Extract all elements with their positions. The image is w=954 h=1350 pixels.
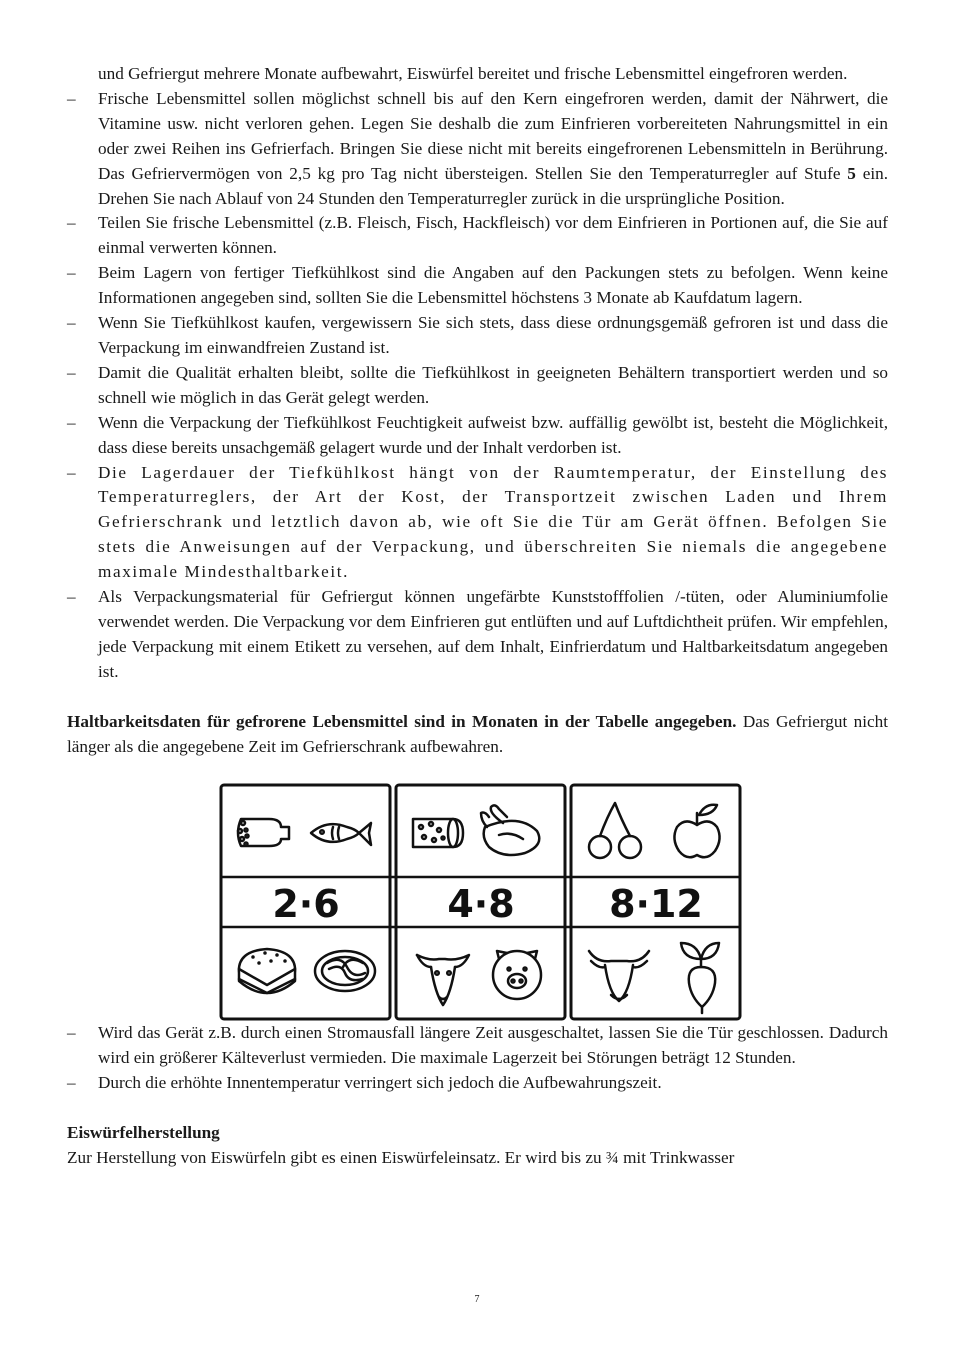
cake-icon	[239, 949, 295, 993]
list-item: – Beim Lagern von fertiger Tiefkühlkost sind die Angaben auf den Packungen stets zu befolgen. Wenn keine Informationen angegeben sind, sollten Sie die Lebensmittel höchstens 3 Monate ab Kaufdatum lagern.	[67, 261, 888, 311]
power-outage-list	[67, 1021, 888, 1096]
freezing-tips-list	[67, 87, 888, 685]
months-value-2: 4·8	[447, 882, 515, 927]
cherries-icon	[589, 803, 641, 858]
pig-icon	[493, 951, 541, 999]
list-item: – Damit die Qualität erhalten bleibt, sollte die Tiefkühlkost in geeigneten Behältern transportiert werden und so schnell wie möglich in das Gerät gelegt werden.	[67, 361, 888, 411]
list-item	[67, 87, 888, 212]
fish-icon	[311, 823, 371, 845]
storage-intro	[67, 710, 888, 760]
salami-icon	[238, 819, 289, 846]
apple-icon	[674, 805, 719, 858]
pretzel-icon	[315, 951, 375, 991]
months-value-3: 8·12	[609, 882, 703, 927]
list-item: – Als Verpackungsmaterial für Gefriergut können ungefärbte Kunststofffolien /-tüten, oder Aluminiumfolie verwendet werden. Die Verpackung vor dem Einfrieren gut entlüften und auf Luftdichtheit prüfen. Wir empfehlen, jede Verpackung mit einem Etikett zu versehen, auf dem Inhalt, Einfrierdatum und Haltbarkeitsdatum angegeben ist.	[67, 585, 888, 685]
cow-icon	[589, 951, 649, 1001]
storage-intro-rest: Das Gefriergut nicht länger als die angegebene Zeit im Gefrierschrank aufbewahren.	[67, 711, 888, 756]
list-item: – Teilen Sie frische Lebensmittel (z.B. Fleisch, Fisch, Hackfleisch) vor dem Einfrieren in Portionen auf, die Sie auf einmal verwerten können.	[67, 211, 888, 261]
list-item: – Die Lagerdauer der Tiefkühlkost hängt von der Raumtemperatur, der Einstellung des Temperaturreglers, der Art der Kost, der Transportzeit zwischen Laden und Ihrem Gefrierschrank und letztlich davon ab, wie oft Sie die Tür am Gerät öffnen. Befolgen Sie stets die Anweisungen auf der Verpackung, und überschreiten Sie niemals die angegebene maximale Mindesthaltbarkeit.	[67, 461, 888, 586]
list-item: – Wenn Sie Tiefkühlkost kaufen, vergewissern Sie sich stets, dass diese ordnungsgemäß gefroren ist und dass die Verpackung im einwandfreien Zustand ist.	[67, 311, 888, 361]
continuation-paragraph: und Gefriergut mehrere Monate aufbewahrt, Eiswürfel bereitet und frische Lebensmittel eingefroren werden.	[98, 64, 848, 83]
sausage-icon	[413, 819, 463, 847]
list-item: – Wenn die Verpackung der Tiefkühlkost Feuchtigkeit aufweist bzw. auffällig gewölbt ist, besteht die Möglichkeit, dass diese bereits unsachgemäß gelagert wurde und der Inhalt verdorben ist.	[67, 411, 888, 461]
setting-level: 5	[847, 163, 856, 183]
page-number: 7	[474, 1294, 480, 1305]
section-heading: Eiswürfelherstellung	[67, 1123, 220, 1143]
list-item-text: Frische Lebensmittel sollen möglichst schnell bis auf den Kern eingefroren werden, damit der Nährwert, die Vitamine usw. nicht verloren gehen. Legen Sie deshalb die zum Einfrieren vorbereiteten Nahrungsmittel in ein oder zwei Reihen ins Gefrierfach. Bringen Sie diese nicht mit bereits eingefrorenen Lebensmitteln in Berührung. Das Gefriervermögen von 2,5 kg pro Tag nicht übersteigen. Stellen Sie den Temperaturregler auf Stufe	[98, 88, 888, 183]
section-paragraph: Zur Herstellung von Eiswürfeln gibt es einen Eiswürfeleinsatz. Er wird bis zu ¾ mit Trinkwasser	[67, 1148, 735, 1168]
list-item-text: ein. Drehen Sie nach Ablauf von 24 Stunden den Temperaturregler zurück in die ursprüngliche Position.	[98, 163, 889, 208]
beetroot-icon	[681, 943, 719, 1013]
months-value-1: 2·6	[272, 882, 340, 927]
storage-duration-table	[219, 783, 742, 1021]
sheep-icon	[417, 955, 469, 1005]
list-item: – Durch die erhöhte Innentemperatur verringert sich jedoch die Aufbewahrungszeit.	[67, 1071, 888, 1096]
page-body	[67, 62, 888, 1171]
storage-intro-bold: Haltbarkeitsdaten für gefrorene Lebensmittel sind in Monaten in der Tabelle angegeben.	[67, 711, 737, 731]
chicken-icon	[481, 806, 539, 856]
list-item: – Wird das Gerät z.B. durch einen Stromausfall längere Zeit ausgeschaltet, lassen Sie die Tür geschlossen. Dadurch wird ein größerer Kälteverlust vermieden. Die maximale Lagerzeit bei Störungen beträgt 12 Stunden.	[67, 1021, 888, 1071]
